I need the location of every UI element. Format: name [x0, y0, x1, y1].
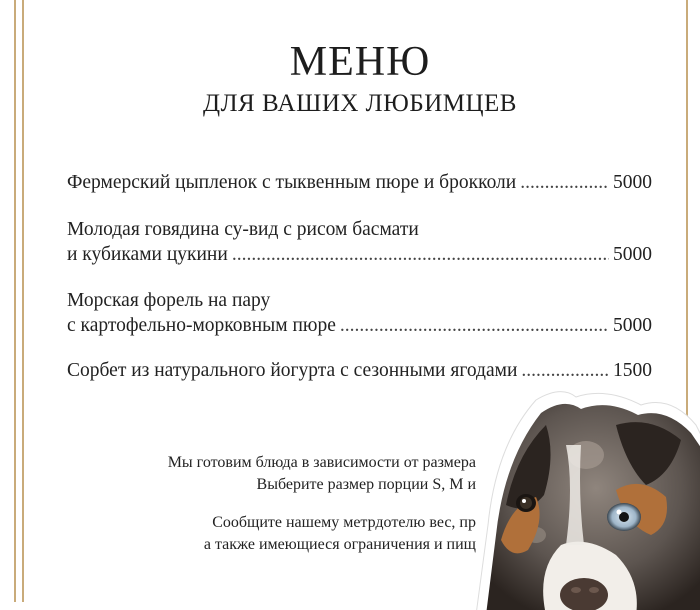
dot-leader — [340, 313, 609, 338]
dog-photo-icon — [466, 385, 700, 610]
note-line-4: а также имеющиеся ограничения и пищ — [203, 536, 476, 553]
menu-item-price: 5000 — [613, 172, 652, 193]
dot-leader — [232, 242, 609, 267]
dot-leader — [520, 170, 609, 195]
menu-item-price: 5000 — [613, 315, 652, 336]
menu-item-price: 1500 — [613, 360, 652, 381]
note-line-3: Сообщите нашему метрдотелю вес, пр — [212, 514, 476, 531]
menu-item-name-cont: с картофельно-морковным пюре — [67, 315, 336, 336]
frame-border-left-inner — [22, 0, 24, 602]
note-line-2: Выберите размер порции S, M и — [256, 476, 476, 493]
menu-item-name: Молодая говядина су-вид с рисом басмати — [67, 219, 419, 240]
page-title: МЕНЮ — [289, 39, 431, 85]
frame-border-left-outer — [14, 0, 16, 602]
menu-item-name: Фермерский цыпленок с тыквенным пюре и брокколи — [67, 172, 517, 193]
menu-item-sorbet — [67, 358, 652, 383]
note-line-1: Мы готовим блюда в зависимости от размера — [167, 454, 476, 471]
menu-item-beef — [67, 217, 652, 267]
page-subtitle: ДЛЯ ВАШИХ ЛЮБИМЦЕВ — [203, 90, 517, 117]
dot-leader — [521, 358, 609, 383]
menu-item-name-cont: и кубиками цукини — [67, 244, 228, 265]
menu-item-trout — [67, 288, 652, 338]
menu-item-name: Морская форель на пару — [67, 290, 271, 311]
menu-item-name: Сорбет из натурального йогурта с сезонными ягодами — [67, 360, 518, 381]
menu-item-price: 5000 — [613, 244, 652, 265]
menu-item-chicken — [67, 170, 652, 195]
